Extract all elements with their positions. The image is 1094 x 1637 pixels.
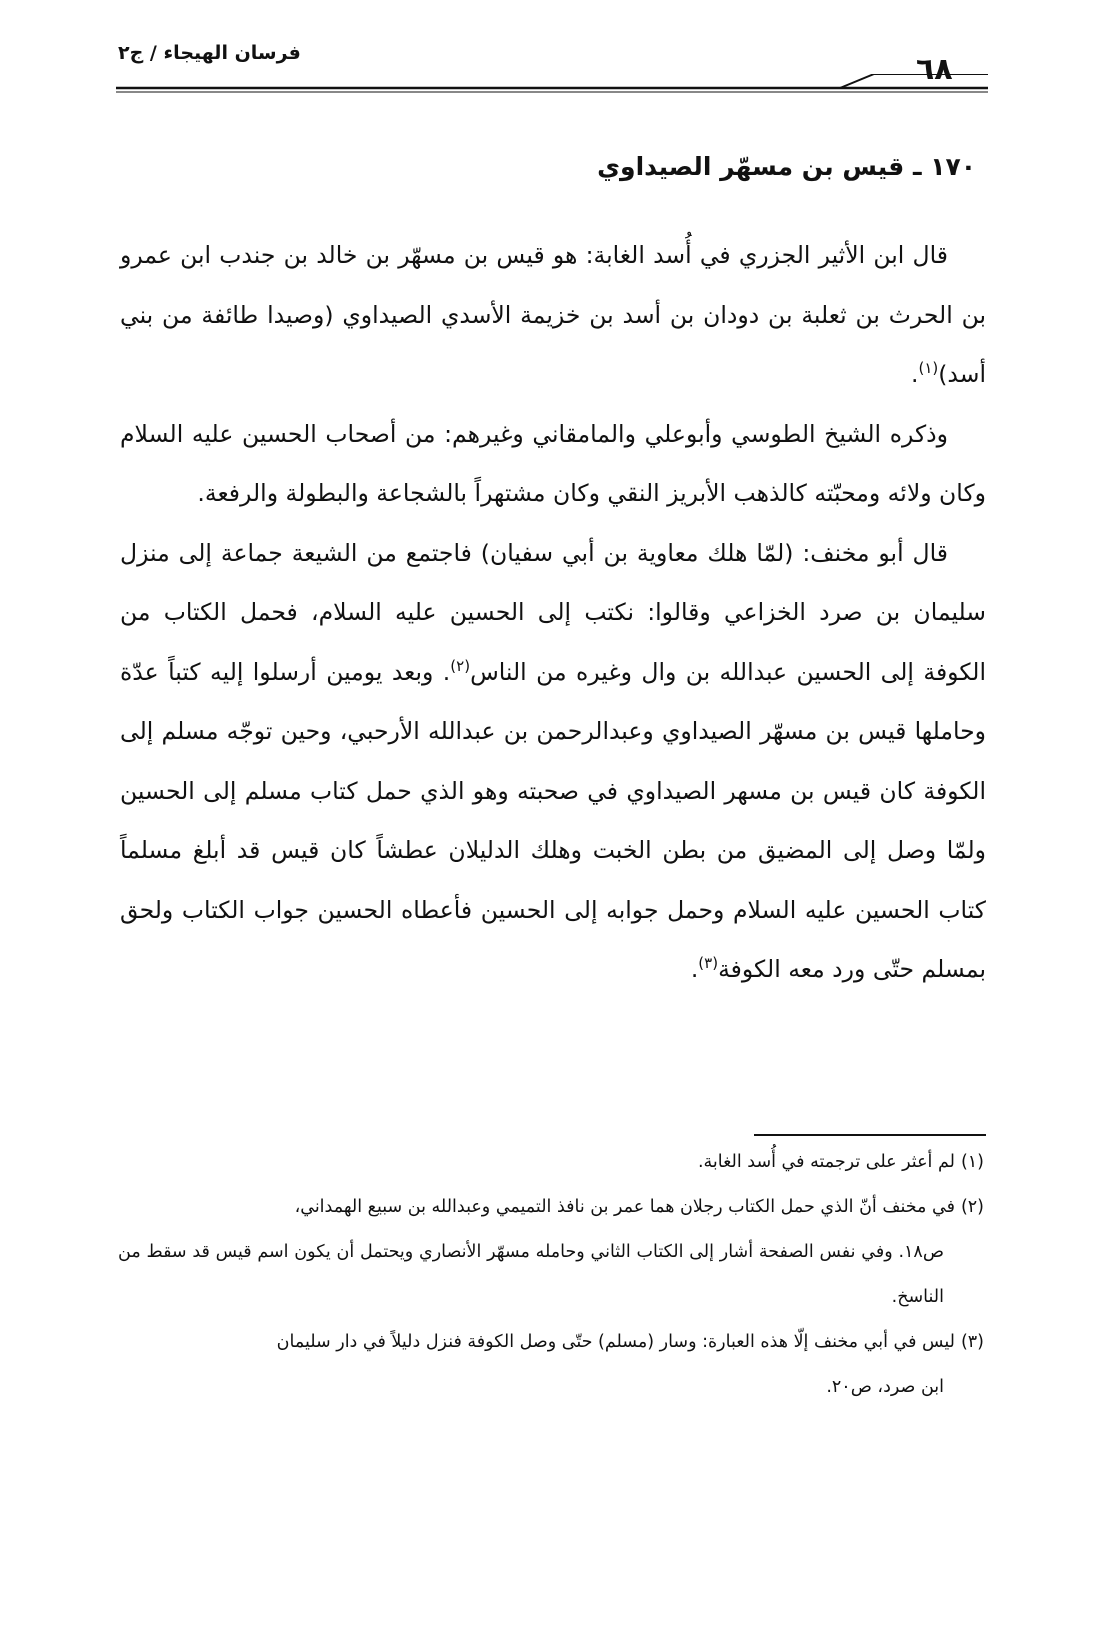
paragraph-3 [120,524,986,1000]
paragraph-1 [120,226,986,405]
paragraph-text: وذكره الشيخ الطوسي وأبوعلي والمامقاني وغيرهم: من أصحاب الحسين عليه السلام وكان ولائه ومحبّته كالذهب الأبريز النقي وكان مشتهراً بالشجاعة والبطولة والرفعة. [120,419,986,507]
footnotes [118,1140,984,1410]
footnote-text: لم أعثر على ترجمته في أُسد الغابة. [697,1152,955,1172]
paragraph-tail: . وبعد يومين أرسلوا إليه كتباً عدّة وحاملها قيس بن مسهّر الصيداوي وعبدالرحمن بن عبدالله الأرحبي، وحين توجّه مسلم إلى الكوفة كان قيس بن مسهر الصيداوي في صحبته وهو الذي حمل كتاب مسلم إلى الحسين ولمّا وصل إلى المضيق من بطن الخبت وهلك الدليلان عطشاً كان قيس قد أبلغ مسلماً كتاب الحسين عليه السلام وحمل جوابه إلى الحسين فأعطاه الحسين جواب الكتاب ولحق بمسلم حتّى ورد معه الكوفة [120,657,986,983]
paragraph-text: قال أبو مخنف: (لمّا هلك معاوية بن أبي سفيان) فاجتمع من الشيعة جماعة إلى منزل سليمان بن صرد الخزاعي وقالوا: نكتب إلى الحسين عليه السلام، فحمل الكتاب من الكوفة إلى الحسين عبدالله بن وال وغيره من الناس [120,538,986,686]
footnote-text: في مخنف أنّ الذي حمل الكتاب رجلان هما عمر بن نافذ التميمي وعبدالله بن سبيع الهمداني، [294,1197,955,1217]
footnote-1 [118,1140,984,1185]
footnote-divider [754,1134,986,1136]
footnote-text: ليس في أبي مخنف إلّا هذه العبارة: وسار (مسلم) حتّى وصل الكوفة فنزل دليلاً في دار سليمان [276,1332,955,1352]
paragraph-end: . [690,955,699,983]
footnote-ref-3: (٣) [698,954,719,973]
footnote-2 [118,1185,984,1230]
footnote-ref-2: (٢) [450,656,471,675]
entry-heading: ١٧٠ ـ قيس بن مسهّر الصيداوي [597,152,976,181]
paragraph-tail: . [911,360,919,388]
footnote-number: (٢) [960,1197,984,1217]
paragraph-text: قال ابن الأثير الجزري في أُسد الغابة: هو قيس بن مسهّر بن خالد بن جندب ابن عمرو بن الحرث بن ثعلبة بن دودان بن أسد بن خزيمة الأسدي الصيداوي (وصيدا طائفة من بني أسد) [120,241,986,388]
paragraph-2 [120,405,986,524]
footnote-ref-1: (١) [918,359,939,378]
footnote-2-continuation: ص١٨. وفي نفس الصفحة أشار إلى الكتاب الثاني وحامله مسهّر الأنصاري ويحتمل أن يكون اسم قيس قد سقط من الناسخ. [118,1242,944,1307]
page-number: ٦٨ [916,52,953,87]
main-text [120,226,986,1000]
footnote-number: (٣) [960,1332,984,1352]
running-title: فرسان الهيجاء / ج٢ [118,42,301,64]
footnote-3 [118,1320,984,1365]
header-rule [116,74,988,102]
footnote-3-continuation: ابن صرد، ص٢٠. [826,1377,944,1397]
footnote-number: (١) [960,1152,984,1172]
